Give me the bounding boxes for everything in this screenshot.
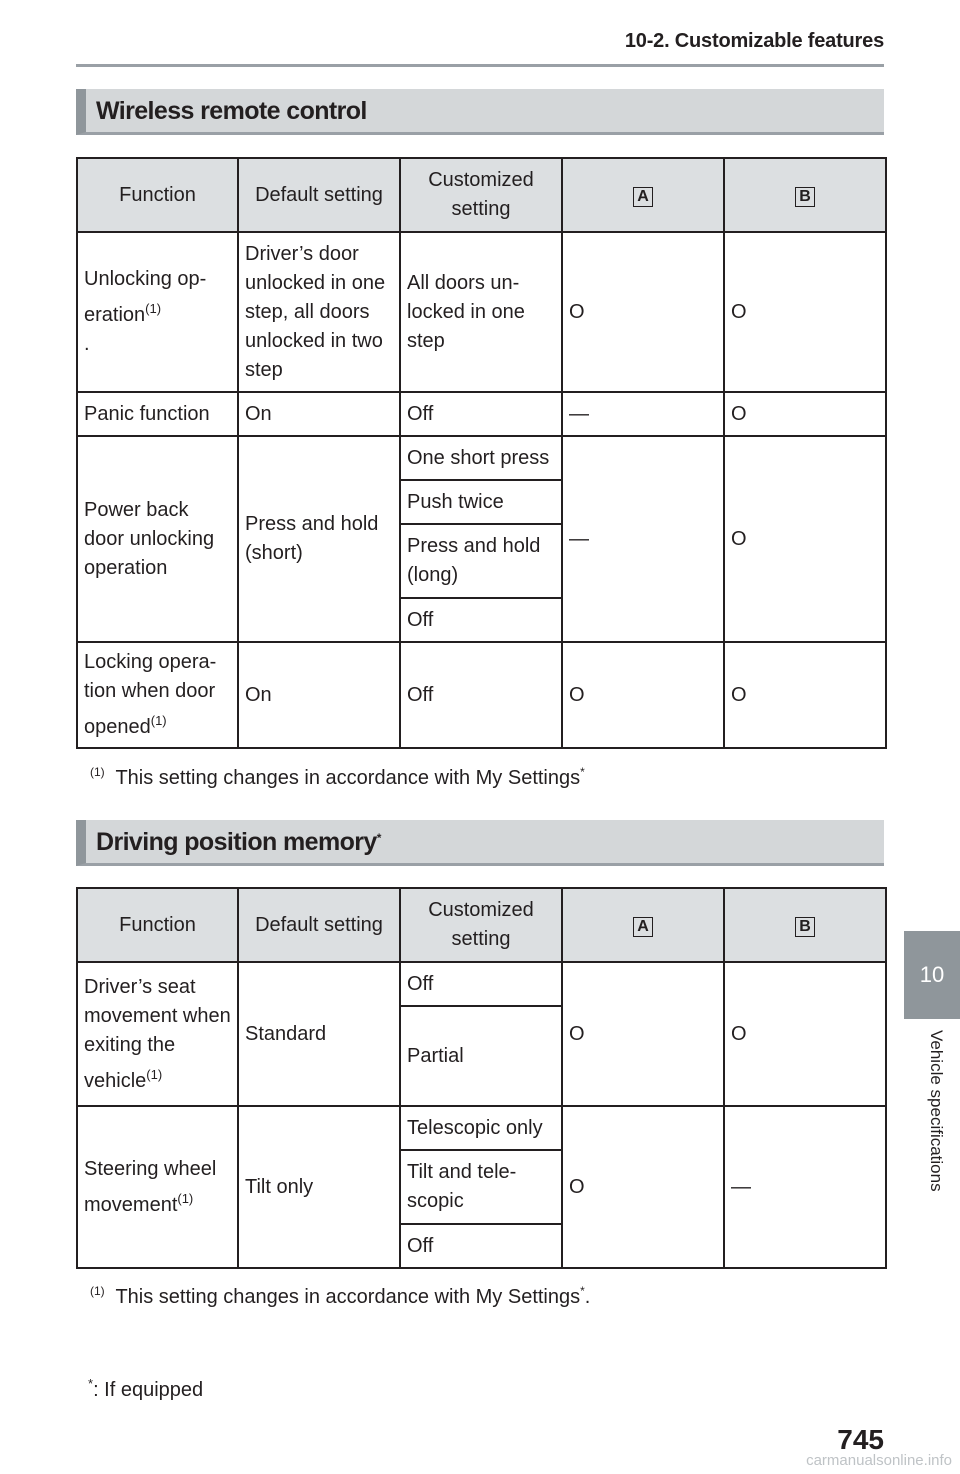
custom-cell: Off xyxy=(400,598,562,642)
col-custom: Customized setting xyxy=(400,888,562,962)
custom-cell: Off xyxy=(400,642,562,748)
key-a-box: A xyxy=(633,187,653,207)
default-cell: On xyxy=(238,392,400,436)
if-equipped-note: *: If equipped xyxy=(88,1376,204,1401)
a-cell: O xyxy=(562,232,724,392)
table-row xyxy=(77,1106,886,1150)
function-cell: Driver’s seat movement when exiting the vehicle$^{(1)}$ xyxy=(77,962,238,1106)
col-default: Default setting xyxy=(238,158,400,232)
key-b-box: B xyxy=(795,917,815,937)
custom-cell: Press and hold (long) xyxy=(400,524,562,598)
function-cell: Unlocking op-eration$^{(1)}$ . xyxy=(77,232,238,392)
default-cell: On xyxy=(238,642,400,748)
custom-cell: Tilt and tele-scopic xyxy=(400,1150,562,1224)
table-row xyxy=(77,642,886,748)
custom-cell: Partial xyxy=(400,1006,562,1106)
function-cell: Power back door unlocking operation xyxy=(77,436,238,642)
section-title: Wireless remote control xyxy=(96,97,367,125)
col-default: Default setting xyxy=(238,888,400,962)
watermark: carmanualsonline.info xyxy=(806,1452,952,1469)
b-cell: O xyxy=(724,232,886,392)
function-cell: Steering wheel movement$^{(1)}$ xyxy=(77,1106,238,1268)
b-cell: O xyxy=(724,436,886,642)
b-cell: O xyxy=(724,642,886,748)
col-function: Function xyxy=(77,888,238,962)
col-a xyxy=(562,888,724,962)
section-heading-wireless-remote xyxy=(76,89,884,135)
default-cell: Tilt only xyxy=(238,1106,400,1268)
default-cell: Standard xyxy=(238,962,400,1106)
custom-cell: Off xyxy=(400,1224,562,1268)
chapter-tab: 10 xyxy=(904,931,960,1019)
function-cell: Panic function xyxy=(77,392,238,436)
wireless-remote-table xyxy=(76,157,887,749)
section-heading-driving-position xyxy=(76,820,884,866)
key-a-box: A xyxy=(633,917,653,937)
default-cell: Driver’s door unlocked in one step, all doors unlocked in two step xyxy=(238,232,400,392)
section-title: Driving position memory* xyxy=(96,828,381,856)
custom-cell: Telescopic only xyxy=(400,1106,562,1150)
a-cell: — xyxy=(562,392,724,436)
b-cell: O xyxy=(724,392,886,436)
key-b-box: B xyxy=(795,187,815,207)
custom-cell: All doors un-locked in one step xyxy=(400,232,562,392)
function-cell: Locking opera-tion when door opened$^{(1)}$ xyxy=(77,642,238,748)
custom-cell: Off xyxy=(400,962,562,1006)
col-function: Function xyxy=(77,158,238,232)
a-cell: O xyxy=(562,962,724,1106)
table-header-row xyxy=(77,158,886,232)
page-number: 745 xyxy=(837,1424,884,1455)
table-row xyxy=(77,436,886,480)
col-custom: Customized setting xyxy=(400,158,562,232)
custom-cell: Off xyxy=(400,392,562,436)
custom-cell: One short press xyxy=(400,436,562,480)
footnote-2: $^{(1)}$ This setting changes in accordance with My Settings*. xyxy=(90,1284,591,1308)
col-b xyxy=(724,888,886,962)
table-row xyxy=(77,392,886,436)
running-header: 10-2. Customizable features xyxy=(624,30,884,52)
a-cell: — xyxy=(562,436,724,642)
custom-cell: Push twice xyxy=(400,480,562,524)
b-cell: — xyxy=(724,1106,886,1268)
a-cell: O xyxy=(562,1106,724,1268)
table-row xyxy=(77,232,886,392)
driving-position-table xyxy=(76,887,887,1269)
col-a xyxy=(562,158,724,232)
footnote-1: $^{(1)}$ This setting changes in accordance with My Settings* xyxy=(90,765,585,789)
table-row xyxy=(77,962,886,1006)
col-b xyxy=(724,158,886,232)
chapter-label: Vehicle specifications xyxy=(927,1030,946,1192)
table-header-row xyxy=(77,888,886,962)
b-cell: O xyxy=(724,962,886,1106)
header-rule xyxy=(76,64,884,67)
a-cell: O xyxy=(562,642,724,748)
default-cell: Press and hold (short) xyxy=(238,436,400,642)
